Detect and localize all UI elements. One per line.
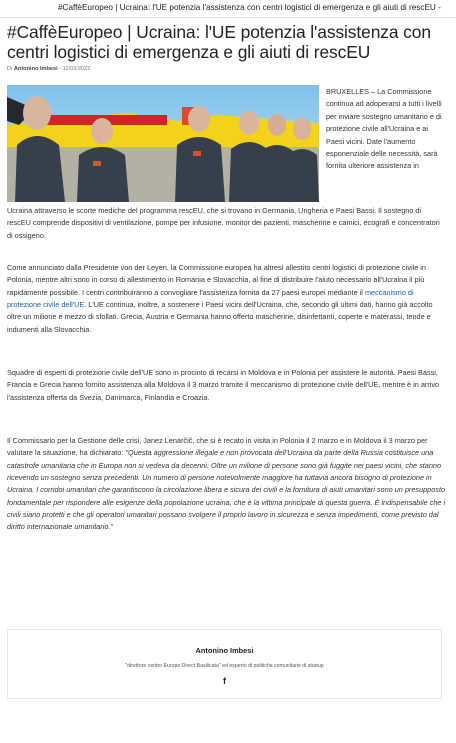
byline-separator: -: [59, 66, 62, 72]
facebook-icon[interactable]: f: [223, 676, 226, 686]
byline-author-link[interactable]: Antonino Imbesi: [13, 66, 58, 72]
civil-protection-link[interactable]: meccanismo di protezione civile dell'UE: [7, 287, 414, 310]
article-photo: [7, 85, 319, 202]
paragraph-logistics: [7, 262, 447, 336]
byline-prefix: Di: [7, 66, 13, 72]
author-box: [7, 629, 442, 699]
intro-continuation: Ucraina attraverso le scorte mediche del programma rescEU, che si trovano in Germania, Ungheria e Paesi Bassi. Il sostegno di rescEU comprende dispositivi di ventilazione, pompe per infusione, monitor dei pazienti, mascherine e camici, ecografi e concentratori di ossigeno.: [7, 206, 440, 240]
paragraph-logistics-text-b: . L'UE continua, inoltre, a sostenere i Paesi vicini dell'Ucraina, che, secondo gli ultimi dati, hanno già accolto oltre un milione e mezzo di sfollati. Grecia, Austria e Germania hanno offerto mascherine, disinfettanti, coperte e materassi, tende e indumenti alla Slovacchia.: [7, 300, 433, 334]
paragraph-experts: Squadre di esperti di protezione civile dell'UE sono in procinto di recarsi in Moldova e in Polonia per assistere le autorità. Paesi Bassi, Francia e Grecia hanno fornito assistenza alla Moldova il 3 marzo tramite il meccanismo di protezione civile dell'UE, mentre è in arrivo l'assistenza offerta da Svezia, Danimarca, Finlandia e Croazia.: [7, 368, 440, 402]
news-ticker: [0, 0, 456, 18]
paragraph-commissioner: [7, 435, 447, 534]
author-name[interactable]: Antonino Imbesi: [195, 646, 254, 655]
ticker-text[interactable]: #CaffèEuropeo | Ucraina: l'UE potenzia l'assistenza con centri logistici di emergenza e gli aiuti di rescEU -: [58, 3, 441, 12]
paragraph-logistics-text-a: Come annunciato dalla Presidente von der Leyen, la Commissione europea ha altresì allestito centri logistici di protezione civile in Polonia, mentre altri sono in corso di allestimento in Romania e Slovacchia, al fine di distribuire l'aiuto necessario all'Ucraina il più rapidamente possibile. I centri contribuiranno a convogliare l'assistenza fornita da 27 paesi europei mediante il: [7, 263, 426, 297]
article-title: #CaffèEuropeo | Ucraina: l'UE potenzia l'assistenza con centri logistici di emergenza e gli aiuti di rescEU: [7, 22, 431, 62]
photo-firefighters-pilots: [7, 85, 319, 202]
intro-side-text: BRUXELLES – La Commissione continua ad adoperarsi a tutti i livelli per inviare sostegno umanitario e di protezione civile all'Ucraina e ai Paesi vicini. Date l'aumento esponenziale delle necessità, sarà fornita ulteriore assistenza in: [326, 87, 442, 171]
byline-date: 11/03/2022: [62, 66, 91, 72]
article-byline: [7, 66, 90, 72]
commissioner-intro: Il Commissario per la Gestione delle crisi, Janez Lenarčič, che si è recato in visita in Polonia il 2 marzo e in Moldova il 3 marzo per valutare la situazione, ha dichiarato:: [7, 436, 428, 458]
commissioner-quote: "Questa aggressione illegale e non provocata dell'Ucraina da parte della Russia costituisce una catastrofe umanitaria che in Europa non si vedeva da decenni. Oltre un milione di persone sono già fuggite nei paesi vicini, che stanno ricevendo un sostegno senza precedenti. Un numero di persone notevolmente maggiore ha tuttavia ancora bisogno di protezione in Ucraina. I corridoi umanitari che garantiscono la circolazione libera e sicura dei civili e la fornitura di aiuti umanitari sono un presupposto fondamentale per rispondere alle esigenze della popolazione ucraina, che è la vittima principale di questa guerra. È indispensabile che i civili siano protetti e che gli operatori umanitari possano svolgere il proprio lavoro in sicurezza e senza impedimenti, come previsto dal diritto internazionale umanitario.": [7, 448, 446, 532]
author-bio: "direttore centro Europe Direct Basilicata" ed esperto di politiche comunitarie di startup: [125, 663, 324, 669]
